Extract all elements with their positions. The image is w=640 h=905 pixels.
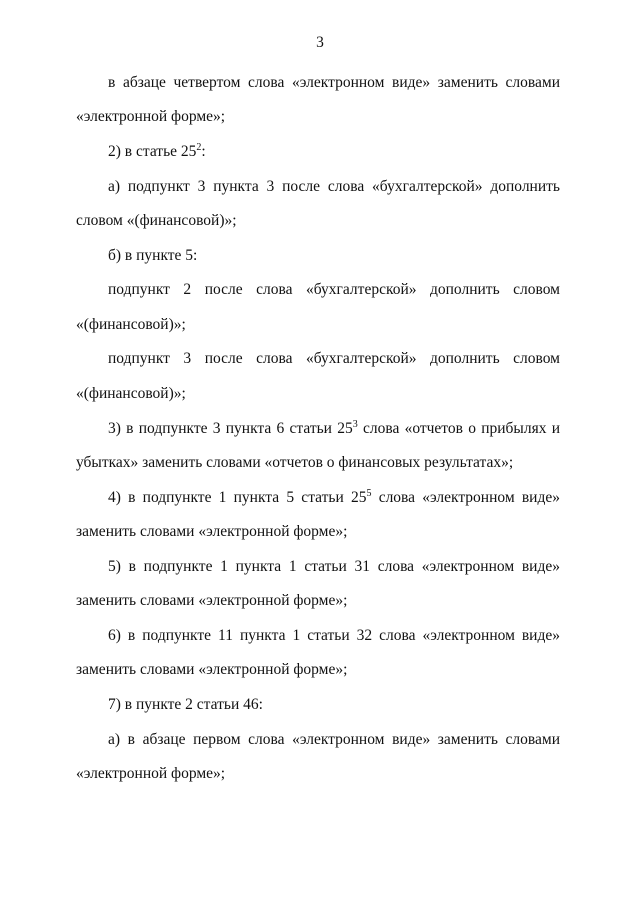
text-line <box>108 420 560 438</box>
text-line: заменить словами «электронной форме»; <box>76 592 348 609</box>
text-line: 5) в подпункте 1 пункта 1 статьи 31 слова «электронном виде» <box>108 558 560 575</box>
text-line: «(финансовой)»; <box>76 385 186 402</box>
text-fragment: слова «отчетов о прибылях и <box>357 420 560 437</box>
text-line: 7) в пункте 2 статьи 46: <box>108 696 263 713</box>
text-line: «электронной форме»; <box>76 108 226 125</box>
text-fragment: : <box>201 143 206 160</box>
text-line: «(финансовой)»; <box>76 316 186 333</box>
text-fragment: 2) в статье 25 <box>108 143 197 160</box>
text-line: заменить словами «электронной форме»; <box>76 523 348 540</box>
text-line: а) подпункт 3 пункта 3 после слова «бухгалтерской» дополнить <box>108 178 560 195</box>
text-fragment: 4) в подпункте 1 пункта 5 статьи 25 <box>108 489 367 506</box>
text-line <box>108 489 560 507</box>
page-number: 3 <box>316 34 324 51</box>
text-fragment: слова «электронном виде» <box>371 489 560 506</box>
text-line: а) в абзаце первом слова «электронном виде» заменить словами <box>108 731 560 748</box>
text-line: б) в пункте 5: <box>108 247 198 264</box>
text-fragment: 3) в подпункте 3 пункта 6 статьи 25 <box>108 420 353 437</box>
text-line: убытках» заменить словами «отчетов о финансовых результатах»; <box>76 454 514 471</box>
text-line: словом «(финансовой)»; <box>76 212 237 229</box>
text-line: в абзаце четвертом слова «электронном виде» заменить словами <box>108 74 560 91</box>
superscript: 2 <box>196 142 202 153</box>
superscript: 3 <box>352 419 358 430</box>
text-line <box>108 143 206 161</box>
text-line: подпункт 2 после слова «бухгалтерской» дополнить словом <box>108 281 560 298</box>
text-line: заменить словами «электронной форме»; <box>76 661 348 678</box>
text-line: подпункт 3 после слова «бухгалтерской» дополнить словом <box>108 350 560 367</box>
text-line: 6) в подпункте 11 пункта 1 статьи 32 слова «электронном виде» <box>108 627 560 644</box>
text-line: «электронной форме»; <box>76 765 226 782</box>
superscript: 5 <box>366 488 372 499</box>
